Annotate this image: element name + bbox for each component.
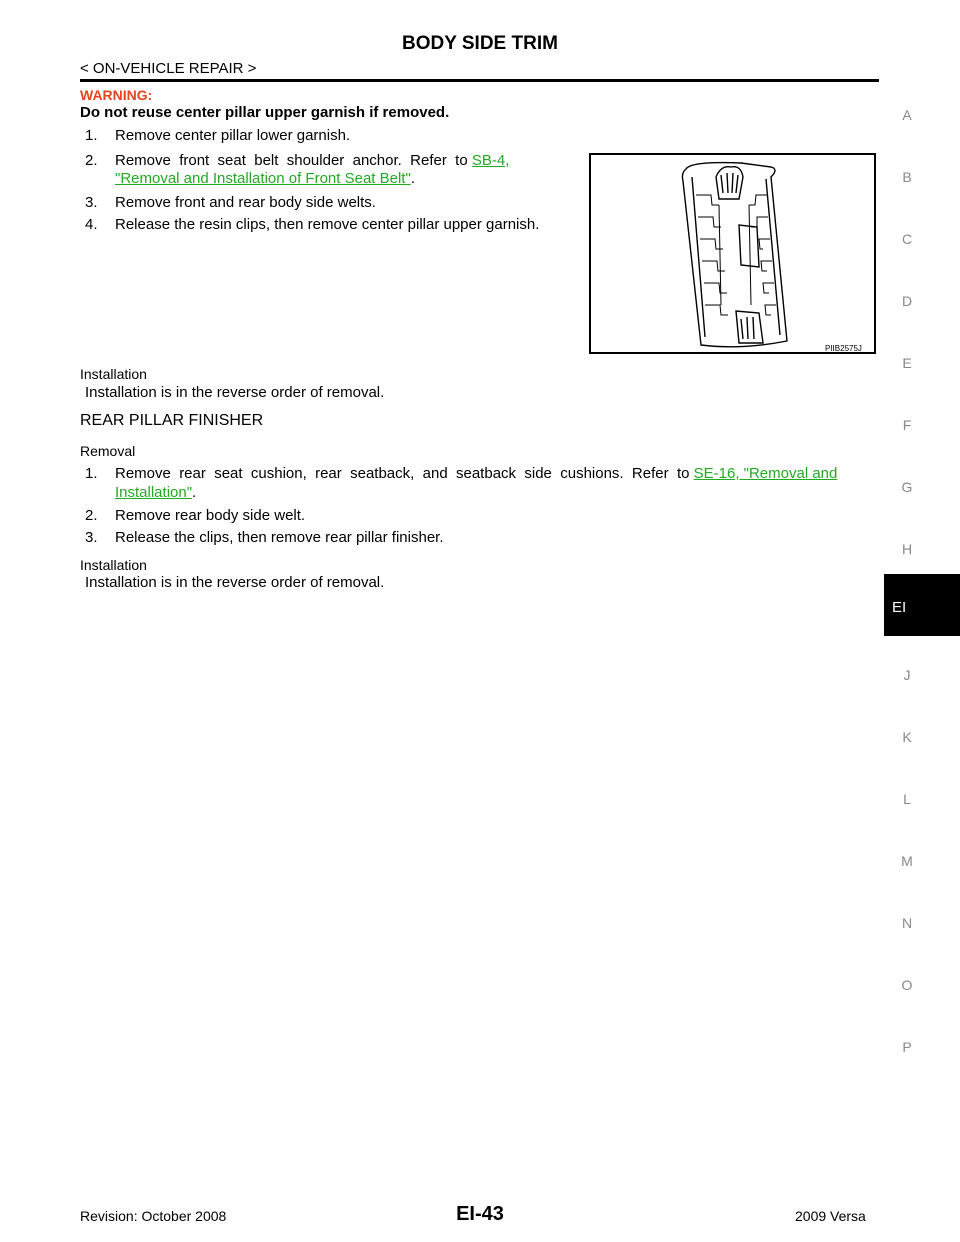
list-item: 2. Remove rear body side welt.: [85, 507, 306, 524]
section-subtitle: < ON-VEHICLE REPAIR >: [80, 60, 257, 77]
tab-ei[interactable]: EI: [884, 574, 960, 636]
page-title: BODY SIDE TRIM: [402, 33, 558, 54]
list-item-continued: "Removal and Installation of Front Seat Belt".: [115, 170, 415, 187]
installation-text: Installation is in the reverse order of removal.: [85, 384, 385, 401]
installation-text: Installation is in the reverse order of removal.: [85, 574, 385, 591]
list-item: 4. Release the resin clips, then remove center pillar upper garnish.: [85, 216, 540, 233]
tab-g[interactable]: G: [901, 479, 913, 495]
installation-heading: Installation: [80, 557, 147, 573]
list-item: 2. Remove front seat belt shoulder anchor. Refer to SB-4,: [85, 152, 510, 169]
model-name: 2009 Versa: [795, 1208, 866, 1224]
tab-d[interactable]: D: [901, 293, 913, 309]
tab-f[interactable]: F: [902, 417, 912, 433]
tab-p[interactable]: P: [902, 1039, 912, 1055]
link-sb-4[interactable]: SB-4,: [471, 152, 510, 169]
page-number: EI-43: [456, 1203, 504, 1225]
installation-heading: Installation: [80, 366, 147, 382]
list-item: 1. Remove rear seat cushion, rear seatback, and seatback side cushions. Refer to SE-16, "Removal and: [85, 465, 838, 482]
warning-text: Do not reuse center pillar upper garnish if removed.: [80, 104, 450, 121]
list-item-continued: Installation".: [115, 484, 197, 501]
tab-o[interactable]: O: [901, 977, 913, 993]
header-divider: [80, 79, 879, 82]
figure-label: PIIB2575J: [825, 344, 862, 353]
removal-heading: Removal: [80, 443, 136, 459]
list-item: 3. Remove front and rear body side welts.: [85, 194, 376, 211]
list-item: 3. Release the clips, then remove rear pillar finisher.: [85, 529, 444, 546]
tab-a[interactable]: A: [902, 107, 912, 123]
tab-m[interactable]: M: [901, 853, 913, 869]
link-se-16[interactable]: SE-16, "Removal and: [693, 465, 838, 482]
link-installation[interactable]: Installation": [115, 484, 193, 501]
tab-j[interactable]: J: [903, 667, 911, 683]
tab-b[interactable]: B: [902, 169, 912, 185]
tab-k[interactable]: K: [902, 729, 912, 745]
tab-l[interactable]: L: [903, 791, 911, 807]
pillar-garnish-figure: [589, 153, 876, 354]
tab-n[interactable]: N: [901, 915, 913, 931]
warning-label: WARNING:: [80, 87, 153, 103]
section-heading: REAR PILLAR FINISHER: [80, 412, 264, 429]
tab-c[interactable]: C: [901, 231, 913, 247]
link-front-seat-belt[interactable]: "Removal and Installation of Front Seat Belt": [115, 170, 411, 187]
tab-h[interactable]: H: [901, 541, 913, 557]
tab-e[interactable]: E: [902, 355, 912, 371]
revision-date: Revision: October 2008: [80, 1208, 227, 1224]
pillar-garnish-drawing: [591, 155, 874, 352]
list-item: 1. Remove center pillar lower garnish.: [85, 127, 351, 144]
